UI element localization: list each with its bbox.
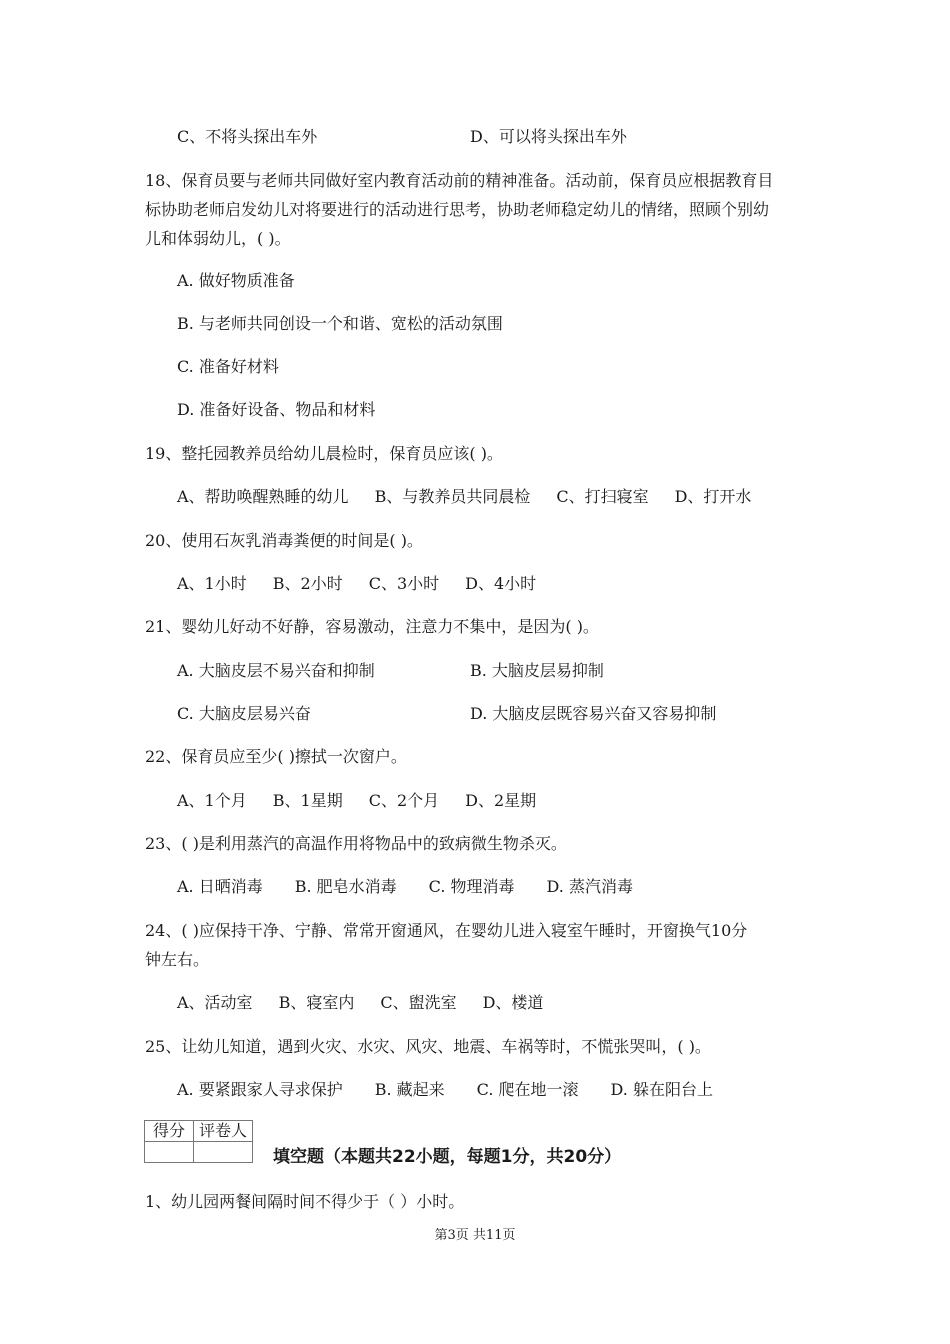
q21-text: 21、婴幼儿好动不好静，容易激动，注意力不集中，是因为( )。 bbox=[145, 617, 599, 636]
q19-option-c: C、打扫寝室 bbox=[556, 487, 649, 506]
q18-text-line1: 18、保育员要与老师共同做好室内教育活动前的精神准备。活动前，保育员应根据教育目 bbox=[145, 171, 774, 190]
q22-options bbox=[177, 790, 536, 812]
q23-option-b: B. 肥皂水消毒 bbox=[294, 877, 397, 896]
section-title: 填空题（本题共22小题，每题1分，共20分） bbox=[273, 1147, 622, 1167]
q19-option-a: A、帮助唤醒熟睡的幼儿 bbox=[177, 487, 349, 506]
fill1-text: 1、幼儿园两餐间隔时间不得少于（ ）小时。 bbox=[145, 1192, 465, 1211]
q20-options bbox=[177, 573, 536, 595]
score-label: 得分 bbox=[145, 1121, 194, 1142]
q25-option-b: B. 藏起来 bbox=[374, 1080, 445, 1099]
q20-option-c: C、3小时 bbox=[368, 574, 440, 593]
q24-options bbox=[177, 992, 543, 1014]
q23-option-a: A. 日晒消毒 bbox=[177, 877, 263, 896]
q22-text: 22、保育员应至少( )擦拭一次窗户。 bbox=[145, 747, 407, 766]
q20-text: 20、使用石灰乳消毒粪便的时间是( )。 bbox=[145, 531, 423, 550]
q23-options bbox=[177, 876, 633, 898]
q22-option-a: A、1个月 bbox=[177, 791, 247, 810]
q25-options bbox=[177, 1079, 713, 1101]
score-cell bbox=[145, 1142, 194, 1163]
q20-option-d: D、4小时 bbox=[465, 574, 537, 593]
grader-label: 评卷人 bbox=[194, 1121, 253, 1142]
q19-option-d: D、打开水 bbox=[674, 487, 752, 506]
q25-option-c: C. 爬在地一滚 bbox=[476, 1080, 579, 1099]
q25-option-a: A. 要紧跟家人寻求保护 bbox=[177, 1080, 343, 1099]
q18-option-d: D. 准备好设备、物品和材料 bbox=[177, 400, 376, 419]
q18-option-b: B. 与老师共同创设一个和谐、宽松的活动氛围 bbox=[177, 314, 503, 333]
q24-text-line2: 钟左右。 bbox=[145, 950, 210, 969]
q24-option-c: C、盥洗室 bbox=[380, 993, 457, 1012]
q23-option-c: C. 物理消毒 bbox=[428, 877, 515, 896]
q24-text-line1: 24、( )应保持干净、宁静、常常开窗通风，在婴幼儿进入寝室午睡时，开窗换气10分 bbox=[145, 921, 748, 940]
q21-option-a: A. 大脑皮层不易兴奋和抑制 bbox=[177, 661, 375, 680]
q24-option-b: B、寝室内 bbox=[278, 993, 355, 1012]
q21-option-c: C. 大脑皮层易兴奋 bbox=[177, 704, 311, 723]
q22-option-b: B、1星期 bbox=[272, 791, 343, 810]
q25-option-d: D. 躲在阳台上 bbox=[610, 1080, 713, 1099]
q19-text: 19、整托园教养员给幼儿晨检时，保育员应该( )。 bbox=[145, 444, 503, 463]
q18-option-c: C. 准备好材料 bbox=[177, 357, 279, 376]
q17-option-c: C、不将头探出车外 bbox=[177, 127, 318, 146]
q20-option-b: B、2小时 bbox=[272, 574, 343, 593]
page-footer: 第3页 共11页 bbox=[434, 1228, 516, 1243]
q18-text-line3: 儿和体弱幼儿，( )。 bbox=[145, 229, 291, 248]
q17-option-d: D、可以将头探出车外 bbox=[470, 127, 627, 146]
q24-option-d: D、楼道 bbox=[482, 993, 544, 1012]
q25-text: 25、让幼儿知道，遇到火灾、水灾、风灾、地震、车祸等时，不慌张哭叫，( )。 bbox=[145, 1037, 711, 1056]
q22-option-c: C、2个月 bbox=[368, 791, 440, 810]
score-grader-table bbox=[144, 1120, 253, 1163]
q18-option-a: A. 做好物质准备 bbox=[177, 271, 295, 290]
q24-option-a: A、活动室 bbox=[177, 993, 253, 1012]
q21-option-d: D. 大脑皮层既容易兴奋又容易抑制 bbox=[470, 704, 717, 723]
grader-cell bbox=[194, 1142, 253, 1163]
q20-option-a: A、1小时 bbox=[177, 574, 247, 593]
q23-option-d: D. 蒸汽消毒 bbox=[546, 877, 633, 896]
q19-options bbox=[177, 486, 751, 508]
q19-option-b: B、与教养员共同晨检 bbox=[374, 487, 531, 506]
q18-text-line2: 标协助老师启发幼儿对将要进行的活动进行思考，协助老师稳定幼儿的情绪，照顾个别幼 bbox=[145, 200, 770, 219]
q23-text: 23、( )是利用蒸汽的高温作用将物品中的致病微生物杀灭。 bbox=[145, 834, 567, 853]
q21-option-b: B. 大脑皮层易抑制 bbox=[470, 661, 604, 680]
q22-option-d: D、2星期 bbox=[465, 791, 537, 810]
